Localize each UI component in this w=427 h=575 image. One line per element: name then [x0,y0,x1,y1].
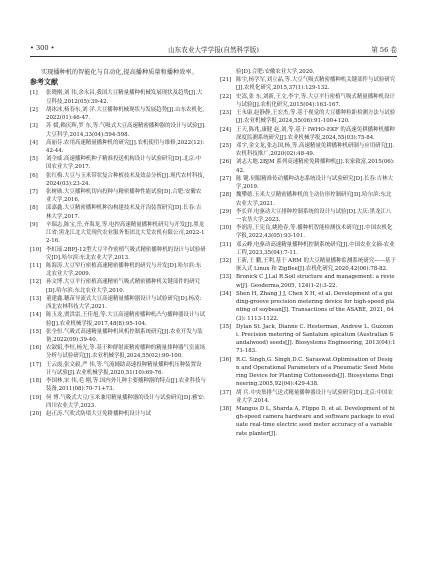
reference-text: 孙文博.大豆平行密植高速精密气吸式精密播种机关键部件的研究[D].哈尔滨:东北农业大学,2010. [46,279,200,294]
reference-text: 陈海涛.大豆窄行密植高速精密播种机的研究与开发[D].哈尔滨:东北农业大学,2009. [46,263,202,278]
reference-number: [3] [30,123,38,130]
reference-entry [220,68,396,76]
reference-number: [16] [30,345,42,352]
reference-number: [15] [30,328,42,335]
reference-entry [220,389,396,405]
reference-text: 胡冰冰,杨春东,刘 洋.大豆播种机械现状与发展趋势[J].山东农机化,2022(01):46-47. [46,106,205,122]
reference-number: [5] [30,156,38,163]
reference-text: Bronick C J,Lal R.Soil structure and management: a review[J]. Geoderma,2005, 124(1-2):3-22. [236,274,395,289]
reference-entry [30,394,206,410]
reference-entry [220,257,396,273]
reference-text: 李长祥.电驱动大豆排种控制系统的设计与试验[D].大庆:黑龙江八一农垦大学,2023. [236,208,392,223]
reference-text: R.C. Singh,G. Singh,D.C. Saraswat.Optimisation of Design and Operational Parameters of a Pneumatic Seed Metering Device for Planting Cottonseeds[J]. Biosystems Engineering,2005,92(04):429-438. [236,356,394,388]
reference-number: [29] [220,208,232,215]
reference-text: 邱嘉鑫.大豆精密播种机种沟构建技术及开沟装置研究[D].长春:吉林大学,2017. [46,205,202,220]
reference-entry [220,76,396,92]
reference-number: [32] [220,258,232,265]
reference-number: [14] [30,312,42,319]
reference-entry [220,405,396,438]
reference-entry [30,155,206,171]
reference-entry [30,344,206,360]
left-reference-list [30,89,206,418]
reference-number: [25] [220,142,232,149]
reference-number: [9] [30,221,38,228]
reference-text: 李虹瑶.2BPJ-12型大豆平作密植气吸式精密播种机的设计与试验研究[D].哈尔滨:东北农业大学,2013. [46,246,206,261]
reference-text: 刘志大地.2BJM 系列高速精密免耕播种机[J].农家致富,2015(06):42. [236,159,395,174]
reference-text: 陈宇,杨学军,刘立晶,等.大豆气吸式精密播种机关键部件与试验研究[J].农机化研究,2015,37(1):129-132. [236,77,396,92]
reference-number: [11] [30,263,42,269]
reference-entry [220,241,396,257]
reference-entry [30,361,206,377]
reference-number: [19] [30,394,42,401]
reference-number: [10] [30,246,42,253]
reference-text: 王永康,赵静静,王宏杰,等.基于视觉的大豆播种粒距检测方法与试验[J].农业机械学报,2024,55(06):91-100+120. [236,110,396,125]
reference-text: 史嵩,张 东,刘新,王文,李宇,等.大豆平行密植气吸式精量播种机设计与试验[J].农机化研究,2015(04):163-167. [236,93,395,108]
reference-entry [220,208,396,224]
reference-number: [20] [30,410,42,417]
reference-text: 魏攀德.玉米大豆精密播种机的主动仿形控制研究[D].哈尔滨:东北农业大学,2021. [236,192,392,207]
reference-entry [30,89,206,105]
reference-text: Mangus D L, Sharda A, Flippo D, et al. Development of high-speed camera hardware and software package to evaluate real-time electric seed meter accuracy of a variable rate planter[J]. [236,405,395,437]
reference-number: [7] [30,189,38,196]
reference-text: 邓宇,金文龙,张志国,杨,等.高速精量免耕播种机研制与应用研究[J].农机科技推广,2020(02):48-49. [236,142,395,158]
reference-entry [220,158,396,174]
right-reference-list [220,68,396,438]
reference-text: 辛瑞志,陈宝,岳,齐海龙,等.电控高速精量播种机研究与开发[J].黑龙江省:黑龙江北大荒现代农业服务集团北大荒农机有限公司,2022-12-16. [46,221,205,245]
reference-entry [220,290,396,323]
reference-text: 苏 媛,赖庆辉,罗 东,等.气吸式大豆高速精密播种器的设计与试验[J].大豆科学,2014,33(04):594-598. [46,123,206,138]
reference-entry [220,109,396,125]
reference-number: [18] [30,378,42,385]
reference-entry [30,106,206,122]
reference-number: [34] [220,290,232,297]
right-column [220,68,396,438]
reference-entry [220,323,396,356]
reference-number: [36] [220,356,232,363]
reference-text: 董建鑫.穗苗导流式大豆高速精量播种器设计与试验研究[D].杨凌:西北农林科技大学,2021. [46,295,202,311]
reference-text: 张红梅.大豆与玉米带状复合种植技术及效益分析[J].现代农村科技,2024(03):23-24. [46,172,205,187]
reference-number: [24] [220,126,232,133]
reference-number: [21] [220,77,232,84]
reference-entry [30,122,206,138]
page-number: • 300 • [30,44,55,52]
reference-text: 张树勋.大豆播种机切向投种与精密播种性能试验[D].合肥:安徽农业大学,2016. [46,189,202,204]
reference-entry [220,175,396,191]
reference-text: 邓云峰,电驱动高速精量播种机控制系统研究[J].中国农业文摘-农业工程,2023,35(04):7-11. [236,241,395,256]
reference-text: 张全恒.气吸式高速精量播种机风机控制系统研究[J].农业开发与装备,2022(09):39-40. [46,328,203,343]
reference-text: 王新,王 鹏,王利,基于 ARM 的大豆精量播种监测系统研究——基于嵌入式 Linux 和 ZigBee[J].农机化研究,2020,42(06):78-82. [236,258,396,273]
reference-number: [4] [30,139,38,146]
reference-entry [220,93,396,109]
reference-number: [38] [220,405,232,412]
reference-entry [30,410,206,418]
reference-text: Shen H, Zhang J J, Chen X H, et al. Development of a guiding-groove precision metering device for high-speed planting of soybean[J]. Transactions of the ASABE, 2021, 64(3): 1113-1122. [236,290,395,322]
reference-number: [37] [220,389,232,396]
reference-number: [13] [30,295,42,302]
volume-label: 第 56 卷 [371,46,397,54]
reference-number: [30] [220,225,232,232]
reference-entry [220,126,396,142]
reference-number: [2] [30,106,38,113]
reference-number: [17] [30,361,42,368]
reference-text: 陈 键.伺服精准传动播种动态系统设计与试验研究[D].长春:吉林大学,2019. [236,175,393,191]
reference-entry [30,172,206,188]
reference-text: 刘全威.高速播种机种子精准投送机构设计与试验研究[D].北京:中国农业大学,2017. [46,156,202,171]
reference-number: [1] [30,90,38,97]
reference-text: 陈玉龙,贾洪雷,王佳旭,等.大豆高速精密播种机凸勺播种器设计与试验[J].农业机械学报,2017,48(8):95-104. [46,312,206,327]
reference-entry [220,224,396,240]
reference-text: Dylan St. Jack, Dianne C. Hesterman, Andrew L. Guzzomi. Precision metering of Santalum spicatum (Australian Sandalwood) seeds[J]. Biosystems Engineering, 2013(04):171-183. [236,323,396,355]
reference-entry [30,221,206,246]
reference-entry [30,188,206,204]
reference-text: 何 博.气吸式大豆/玉米兼用精量播种器的设计与试验研究[D].雅安:四川农业大学,2023. [46,394,205,409]
reference-text: 李润涛,王宪良,姚艳春,等.播种机智能检测技术研究[J].中国农机化学报,2022,43(05):93-101. [236,225,393,240]
reference-entry [30,311,206,327]
reference-entry [30,328,206,344]
reference-text: 王云霞,张文毅,严 伟,等.气流辅助高速投种精量播种机压种装置设计与试验[J].农业机械学报,2020,51(10):69-76. [46,361,202,376]
reference-number: [12] [30,279,42,286]
reference-text: 高丽芬.农用高速精量播种机的研究[J].农机使用与维修,2022(12):42-44. [46,139,205,154]
reference-number: [35] [220,323,232,330]
reference-number: [23] [220,110,232,117]
reference-entry [220,191,396,207]
reference-number: [6] [30,172,38,179]
reference-number: [26] [220,159,232,166]
reference-text: 张晓刚,刘 伟,余永昌,我国大豆精量播种机械发展现状及趋势[J].大豆科技,2012(05):39-42. [46,90,203,105]
reference-entry [220,273,396,289]
reference-entry [30,278,206,294]
reference-number: [22] [220,93,232,100]
reference-number: [8] [30,205,38,212]
references-heading: 参考文献 [30,78,58,87]
reference-number: [27] [220,175,232,182]
reference-entry [30,262,206,278]
header-rule [30,56,397,57]
reference-text: 赵正涛.气吹式防堵大豆免耕播种机设计与试 [46,410,152,417]
reference-entry [30,295,206,311]
reference-entry [220,356,396,389]
reference-text: 李国林,宋 伟,毛 刚,等.国内外几种主要播种器的特点[J].农业科技与装备,2011(08):70-71+73. [46,378,206,393]
intro-paragraph: 实现播种机的智能化与自动化,提高播种质量和播种效率。 [41,69,198,76]
reference-entry [220,142,396,158]
reference-text: 验[D].合肥:安徽农业大学,2020. [236,69,315,75]
journal-title: 山东农业大学学报(自然科学版) [168,46,259,54]
left-column [30,68,206,418]
reference-text: 胡 兵.中央集排气送式精量播种器设计与试验研究[D].北京:中国农业大学,2014. [236,389,393,404]
reference-entry [30,139,206,155]
reference-number: [31] [220,241,232,248]
reference-entry [30,204,206,220]
reference-text: 农淑娟,李恒,杨光,等.基于种群射流精密播种的精量排种器气室流场分析与试验研究[J].农业机械学报,2024,55(02):90-100. [46,345,206,360]
reference-entry [30,246,206,262]
reference-number: [33] [220,274,232,281]
reference-text: 王天,陈兆,康健 赵,刘,等.基于 IWHO-EKF 的高速免耕播种机播种深度监测系统研究[J].农业机械学报,2024,55(03):75-84. [236,126,395,141]
reference-number: [28] [220,192,232,199]
reference-entry [30,377,206,393]
